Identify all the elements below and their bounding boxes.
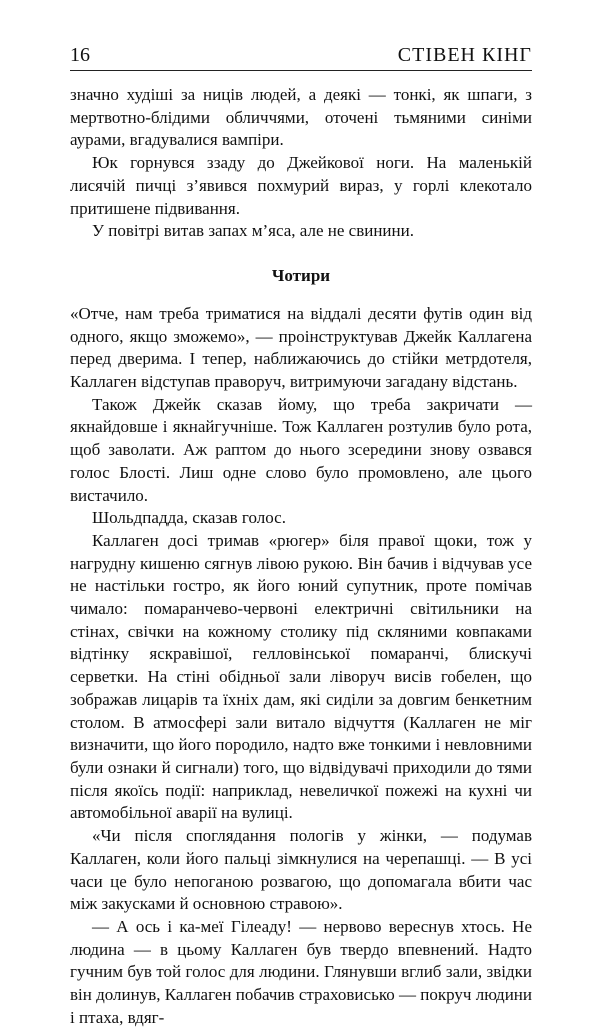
paragraph: Юк горнувся ззаду до Джейкової ноги. На маленькій лисячій пичці з’явився похмурий вираз, у горлі клекотало притишене підвивання. xyxy=(70,153,532,218)
paragraph: «Отче, нам треба триматися на віддалі десяти футів один від одного, якщо зможемо», — проінструктував Джейк Каллагена перед дверима. І тепер, наближаючись до стійки метрдотеля, Каллаген відступав праворуч, витримуючи загадану відстань. xyxy=(70,303,532,392)
book-page xyxy=(70,40,532,1029)
paragraph: Каллаген досі тримав «рюгер» біля правої щоки, тож у нагрудну кишеню сягнув лівою рукою. Він бачив і відчував усе не настільки гостро, як його юний супутник, проте помічав чимало: помаранчево-червоні електричні світильники на стінах, свічки на кожному столику під скляними ковпаками відтінку яскравішої, гелловінської помаранчі, блискучі серветки. На стіні обідньої зали ліворуч висів гобелен, що зображав лицарів та їхніх дам, які сиділи за довгим бенкетним столом. В атмосфері зали витало відчуття (Каллаген не міг визначити, що його породило, надто вже тонкими і невловними були ознаки й сигнали) того, що відвідувачі приходили до тями після якоїсь події: наприклад, невеличкої пожежі на кухні чи автомобільної аварії на вулиці. xyxy=(70,530,532,823)
paragraph: — А ось і ка-меї Гілеаду! — нервово вереснув хтось. Не людина — в цьому Каллаген був твердо впевнений. Надто гучним був той голос для людини. Глянувши вглиб зали, звідки він долинув, Каллаген побачив страховисько — покруч людини і птаха, вдяг- xyxy=(70,916,532,1027)
book-author: СТІВЕН КІНГ xyxy=(397,44,532,66)
paragraph: У повітрі витав запах м’яса, але не свинини. xyxy=(92,221,414,241)
paragraph: Також Джейк сказав йому, що треба закричати — якнайдовше і якнайгучніше. Тож Каллаген розтулив було рота, щоб заволати. Аж раптом до нього зсередини знову озвався голос Блості. Лиш одне слово було промовлено, але цього вистачило. xyxy=(70,394,532,505)
paragraph-continued: значно худіші за ниців людей, а деякі — тонкі, як шпаги, з мертвотно-блідими обличчями, оточені тьмяними синіми аурами, вгадувалися вампіри. xyxy=(70,85,532,150)
body-text xyxy=(70,84,532,1029)
running-head xyxy=(70,40,532,71)
paragraph: «Чи після споглядання пологів у жінки, — подумав Каллаген, коли його пальці зімкнулися на черепашці. — В усі часи це було непоганою розвагою, що допомагала вбити час між закусками й основною стравою». xyxy=(70,826,532,914)
page-number: 16 xyxy=(70,44,90,66)
section-heading: Чотири xyxy=(271,265,331,285)
paragraph: Шольдпадда, сказав голос. xyxy=(92,508,286,528)
